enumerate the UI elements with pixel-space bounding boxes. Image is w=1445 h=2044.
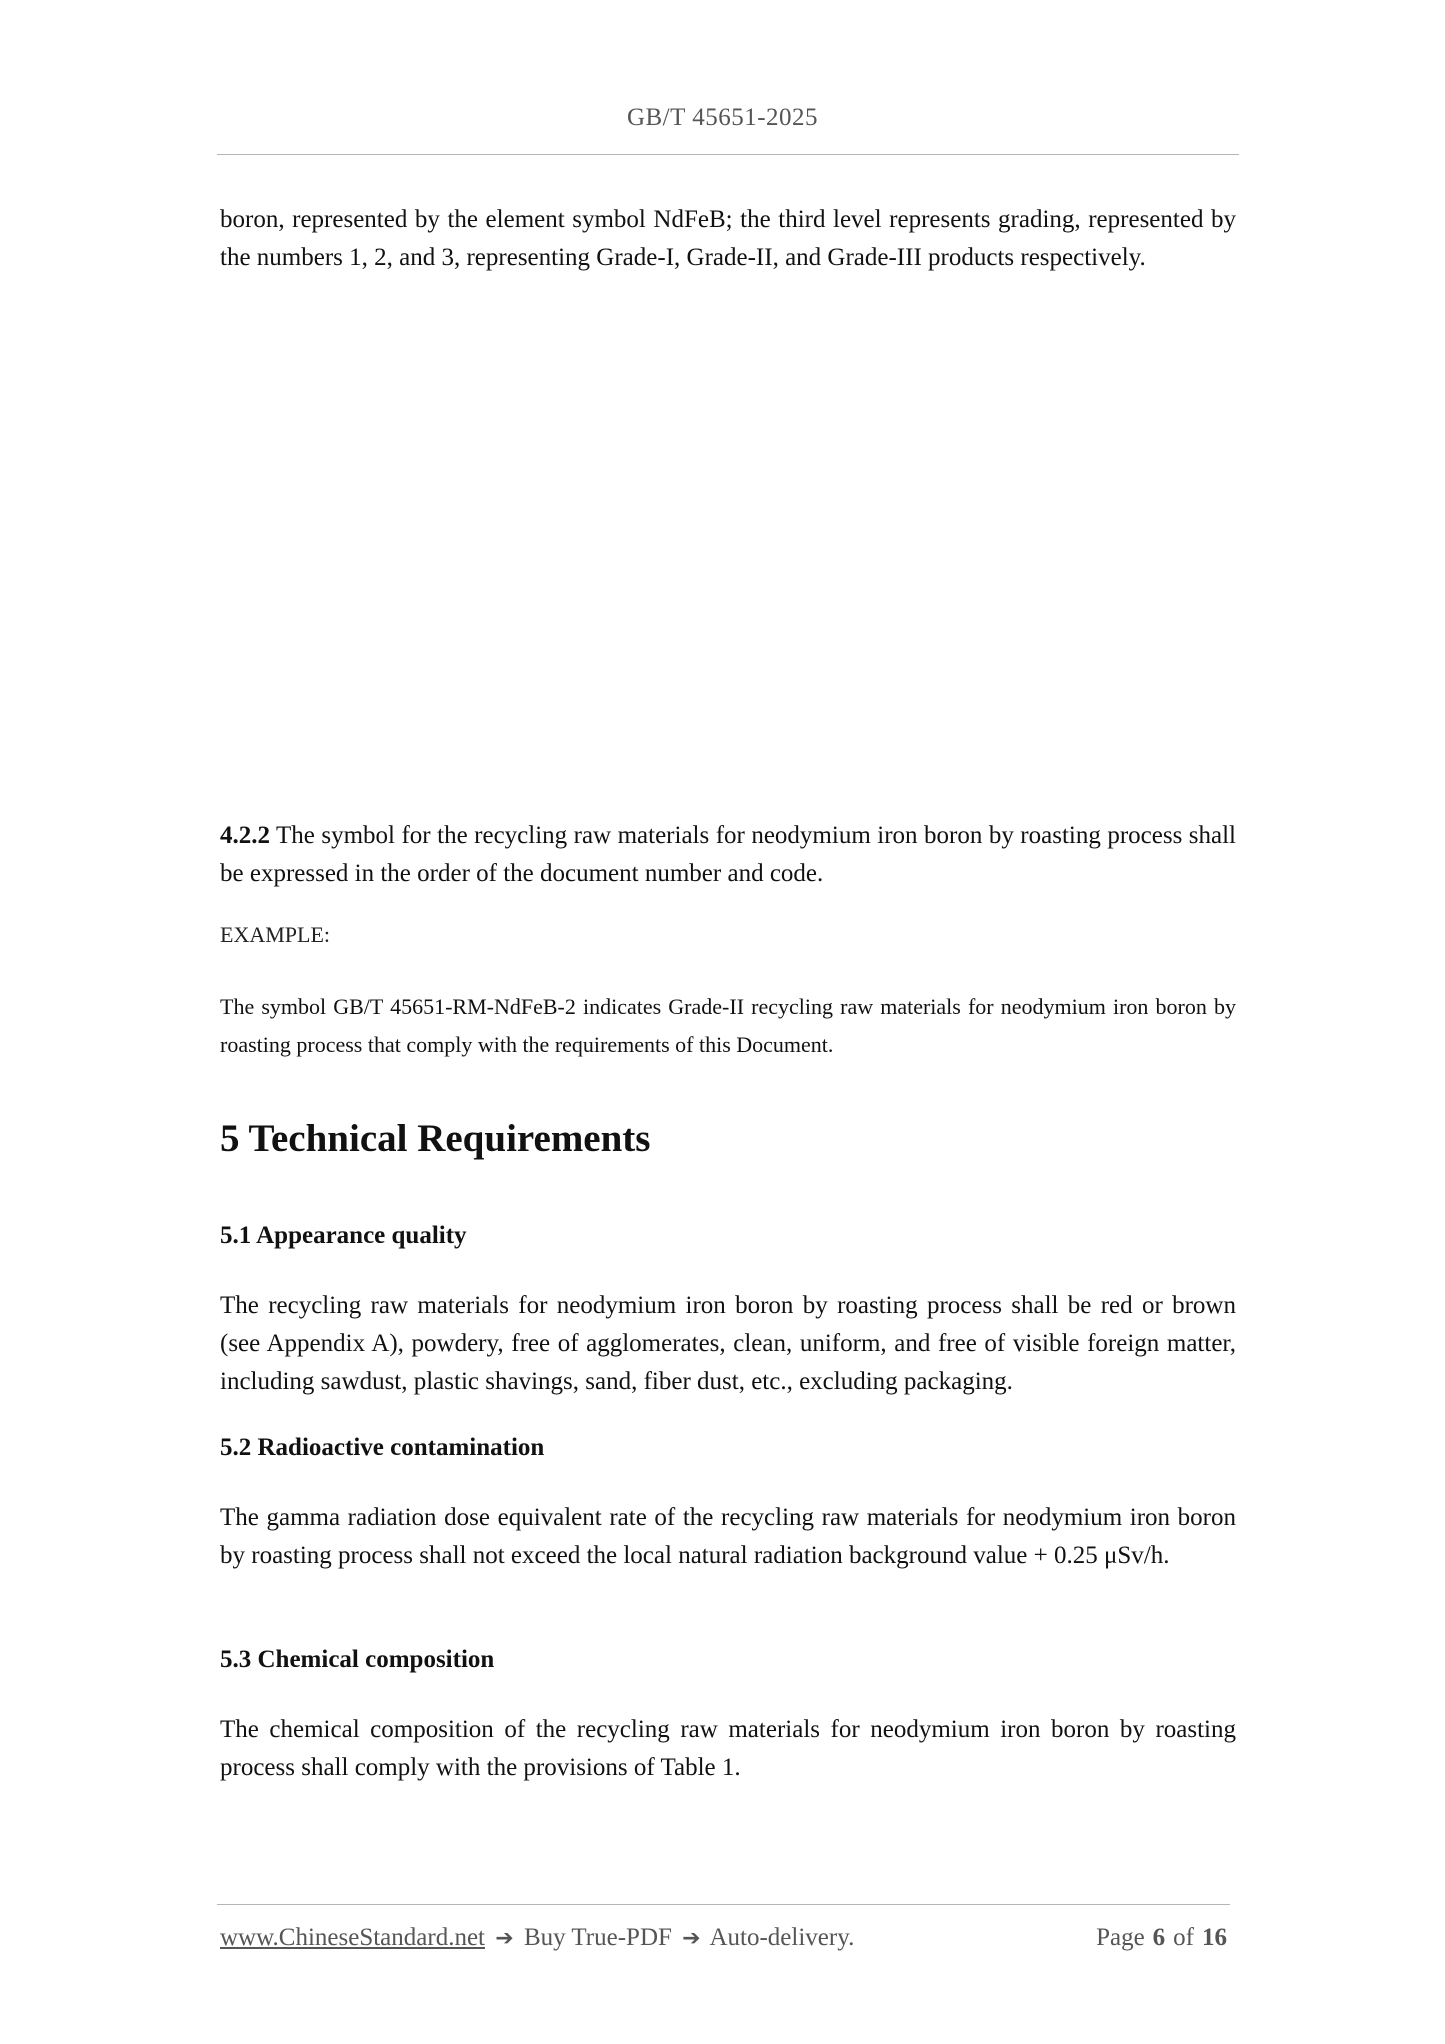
page-of-label: of	[1173, 1924, 1194, 1951]
section-5-3-paragraph: The chemical composition of the recycling raw materials for neodymium iron boron by roasting process shall comply with the provisions of Table 1.	[220, 1716, 1236, 1781]
page-label: Page	[1096, 1924, 1145, 1951]
page-current-number: 6	[1152, 1924, 1166, 1951]
header-divider	[217, 154, 1239, 155]
section-5-2-heading: 5.2 Radioactive contamination	[220, 1434, 545, 1461]
running-header-title: GB/T 45651-2025	[626, 104, 819, 131]
clause-4-2-2-text: The symbol for the recycling raw materials for neodymium iron boron by roasting process shall be expressed in the order of the document number and code.	[220, 822, 1236, 887]
clause-4-2-2-number: 4.2.2	[220, 822, 270, 849]
page-total-number: 16	[1202, 1924, 1227, 1951]
buy-true-pdf-text: Buy True-PDF	[523, 1924, 672, 1951]
continuation-paragraph: boron, represented by the element symbol NdFeB; the third level represents grading, represented by the numbers 1, 2, and 3, representing Grade-I, Grade-II, and Grade-III products respectively.	[220, 206, 1236, 271]
arrow-right-icon: ➔	[682, 1926, 701, 1951]
example-label: EXAMPLE:	[220, 922, 330, 947]
example-text: The symbol GB/T 45651-RM-NdFeB-2 indicates Grade-II recycling raw materials for neodymium iron boron by roasting process that comply with the requirements of this Document.	[220, 994, 1236, 1057]
page-indicator	[1096, 1924, 1227, 1952]
footer-promo	[220, 1924, 854, 1952]
section-5-1-paragraph: The recycling raw materials for neodymium iron boron by roasting process shall be red or brown (see Appendix A), powdery, free of agglomerates, clean, uniform, and free of visible foreign matter, including sawdust, plastic shavings, sand, fiber dust, etc., excluding packaging.	[220, 1292, 1236, 1395]
section-5-heading: 5 Technical Requirements	[220, 1117, 651, 1160]
section-5-3-heading: 5.3 Chemical composition	[220, 1646, 495, 1673]
clause-4-2-2-paragraph	[220, 817, 1236, 893]
website-link[interactable]: www.ChineseStandard.net	[220, 1924, 485, 1951]
section-5-2-paragraph: The gamma radiation dose equivalent rate of the recycling raw materials for neodymium iron boron by roasting process shall not exceed the local natural radiation background value + 0.25 μSv/h.	[220, 1504, 1236, 1569]
section-5-1-heading: 5.1 Appearance quality	[220, 1222, 467, 1249]
arrow-right-icon: ➔	[495, 1926, 514, 1951]
auto-delivery-text: Auto-delivery.	[709, 1924, 855, 1951]
footer-divider	[217, 1904, 1230, 1905]
